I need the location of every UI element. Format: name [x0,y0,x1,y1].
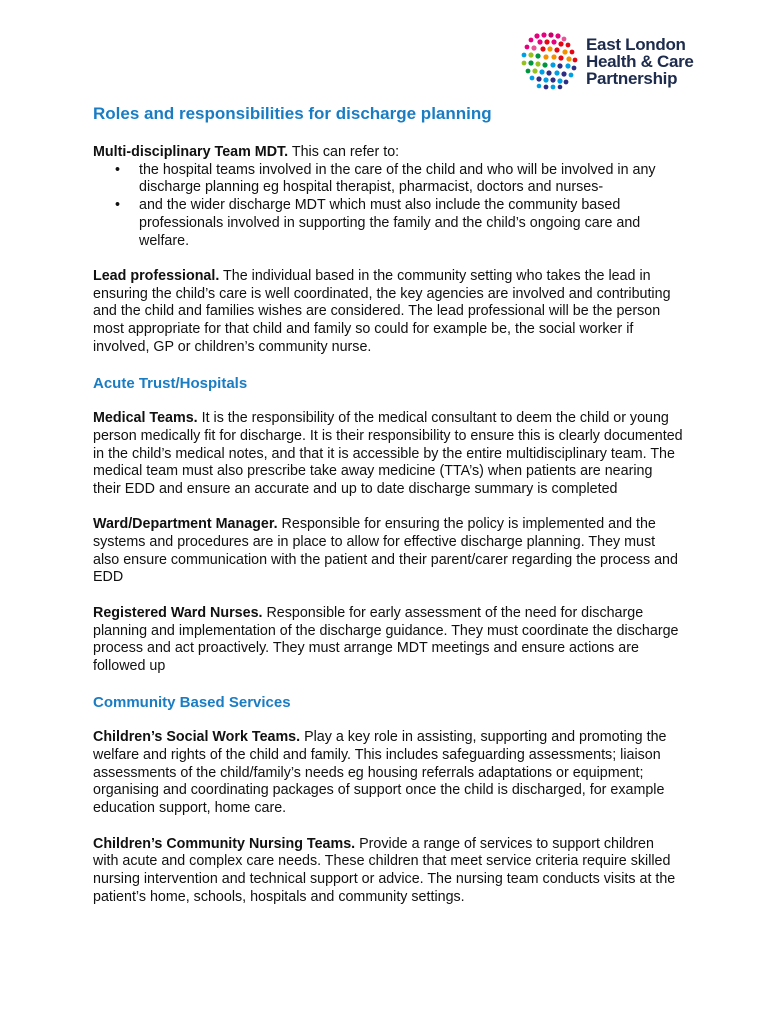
ward-manager-heading: Ward/Department Manager. [93,516,278,533]
list-item [93,197,683,250]
mdt-paragraph [93,144,683,162]
logo-line-1: East London [586,34,686,54]
lead-professional-heading: Lead professional. [93,267,220,284]
logo-line-2: Health & Care [586,51,694,71]
community-nursing-text: Provide a range of services to support children with acute and complex care needs. These children that meet service criteria require skilled nursing intervention and technical support or advice. The nursing team conducts visits at the patient’s home, schools, hospitals and community settings. [93,835,676,905]
mdt-bullet-2: and the wider discharge MDT which must also include the community based professionals involved in supporting the family and the child’s ongoing care and welfare. [139,197,641,249]
logo-line-3: Partnership [586,68,678,88]
lead-professional-text: The individual based in the community setting who takes the lead in ensuring the child’s care is well coordinated, the key agencies are involved and contributing and the child and families wishes are considered. The lead professional will be the person most appropriate for that child and family so could for example be, the social worker if involved, GP or children’s community nurse. [93,267,671,355]
medical-teams-heading: Medical Teams. [93,410,198,427]
social-work-paragraph [93,729,683,818]
mdt-bullet-list [93,162,683,251]
section-heading-community: Community Based Services [93,694,291,712]
ward-nurses-paragraph [93,605,683,676]
partnership-logo [519,30,694,92]
mdt-intro: This can refer to: [288,144,400,160]
social-work-text: Play a key role in assisting, supporting and promoting the welfare and rights of the child and family. This includes safeguarding assessments; liaison assessments of the child/family’s needs eg housing referrals adaptations or equipment; organising and coordinating packages of support once the child is discharged, for example education support, home care. [93,729,667,817]
community-nursing-heading: Children’s Community Nursing Teams. [93,835,356,852]
ward-manager-paragraph [93,516,683,587]
lead-professional-paragraph [93,268,683,357]
dot-cluster-logo-icon [519,30,581,92]
medical-teams-text: It is the responsibility of the medical consultant to deem the child or young person medically fit for discharge. It is their responsibility to ensure this is clearly documented in the child’s medical notes, and that it is accessible by the entire multidisciplinary team. The medical team must also prescribe take away medicine (TTA’s) when patients are nearing their EDD and ensure an accurate and up to date discharge summary is completed [93,410,683,497]
document-body [93,103,683,906]
ward-nurses-heading: Registered Ward Nurses. [93,604,263,621]
logo-wordmark [586,36,694,87]
mdt-heading: Multi-disciplinary Team MDT. [93,144,289,160]
ward-nurses-text: Responsible for early assessment of the need for discharge planning and implementation of the discharge guidance. They must coordinate the discharge process and act proactively. They must arrange MDT meetings and ensure actions are followed up [93,604,679,674]
ward-manager-text: Responsible for ensuring the policy is implemented and the systems and procedures are in place to allow for effective discharge planning. They must also ensure communication with the patient and their parent/carer regarding the process and EDD [93,516,678,586]
community-nursing-paragraph [93,836,683,907]
social-work-heading: Children’s Social Work Teams. [93,729,301,746]
page-title: Roles and responsibilities for discharge planning [93,104,492,123]
medical-teams-paragraph [93,410,683,499]
section-heading-acute: Acute Trust/Hospitals [93,375,248,393]
bullet-icon: • [115,161,121,178]
bullet-icon: • [115,197,121,214]
list-item [93,162,683,197]
mdt-bullet-1: the hospital teams involved in the care of the child and who will be involved in any discharge planning eg hospital therapist, pharmacist, doctors and nurses- [139,161,656,196]
